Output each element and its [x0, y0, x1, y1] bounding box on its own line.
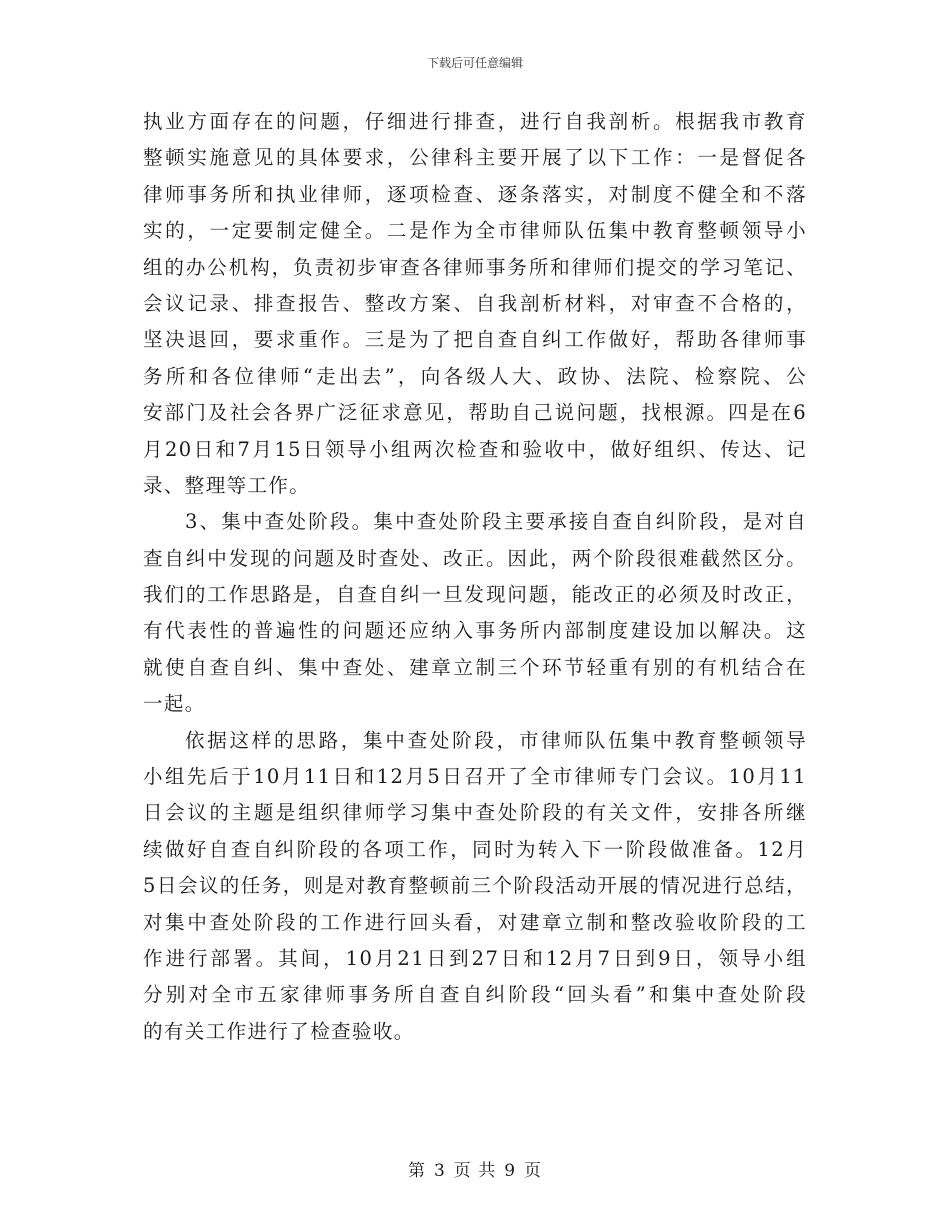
- text-line: 小组先后于10月11日和12月5日召开了全市律师专门会议。10月11: [143, 765, 807, 789]
- text-line: 续做好自查自纠阶段的各项工作，同时为转入下一阶段做准备。12月: [143, 837, 807, 861]
- text-line: 执业方面存在的问题，仔细进行排查，进行自我剖析。根据我市教育: [143, 110, 807, 133]
- text-line: 实的，一定要制定健全。二是作为全市律师队伍集中教育整顿领导小: [143, 219, 807, 243]
- text-line: 分别对全市五家律师事务所自查自纠阶段“回头看”和集中查处阶段: [143, 983, 807, 1007]
- text-line: 查自纠中发现的问题及时查处、改正。因此，两个阶段很难截然区分。: [143, 546, 807, 570]
- text-line: 作进行部署。其间，10月21日到27日和12月7日到9日，领导小组: [143, 946, 807, 970]
- document-body: [143, 104, 807, 1050]
- footer-suffix: 页: [524, 1161, 543, 1181]
- text-line: 的有关工作进行了检查验收。: [143, 1019, 415, 1043]
- text-line: 月20日和7月15日领导小组两次检查和验收中，做好组织、传达、记: [143, 437, 807, 461]
- current-page-number: 3: [433, 1161, 446, 1181]
- text-line: 对集中查处阶段的工作进行回头看，对建章立制和整改验收阶段的工: [143, 910, 807, 934]
- footer-middle: 页 共: [453, 1161, 497, 1181]
- text-line: 组的办公机构，负责初步审查各律师事务所和律师们提交的学习笔记、: [143, 255, 807, 279]
- text-line: 坚决退回，要求重作。三是为了把自查自纠工作做好，帮助各律师事: [143, 328, 807, 352]
- text-line: 录、整理等工作。: [143, 473, 311, 497]
- text-line: 5日会议的任务，则是对教育整顿前三个阶段活动开展的情况进行总结，: [143, 874, 807, 898]
- text-line: 整顿实施意见的具体要求，公律科主要开展了以下工作：一是督促各: [143, 146, 807, 170]
- text-line: 安部门及社会各界广泛征求意见，帮助自己说问题，找根源。四是在6: [143, 401, 807, 425]
- text-line: 日会议的主题是组织律师学习集中查处阶段的有关文件，安排各所继: [143, 801, 807, 825]
- paragraph-first-line: 依据这样的思路，集中查处阶段，市律师队伍集中教育整顿领导: [185, 728, 807, 752]
- total-page-count: 9: [504, 1161, 517, 1181]
- page-footer: [0, 1156, 950, 1181]
- paragraph-first-line: 3、集中查处阶段。集中查处阶段主要承接自查自纠阶段，是对自: [185, 510, 807, 534]
- text-line: 律师事务所和执业律师，逐项检查、逐条落实，对制度不健全和不落: [143, 182, 807, 206]
- footer-prefix: 第: [407, 1161, 426, 1181]
- text-line: 一起。: [143, 692, 206, 716]
- text-line: 有代表性的普遍性的问题还应纳入事务所内部制度建设加以解决。这: [143, 619, 807, 643]
- text-line: 就使自查自纠、集中查处、建章立制三个环节轻重有别的有机结合在: [143, 655, 807, 679]
- page-header: 下载后可任意编辑: [426, 56, 523, 70]
- text-line: 我们的工作思路是，自查自纠一旦发现问题，能改正的必须及时改正，: [143, 583, 807, 607]
- text-line: 务所和各位律师“走出去”，向各级人大、政协、法院、检察院、公: [143, 364, 807, 388]
- text-line: 会议记录、排查报告、整改方案、自我剖析材料，对审查不合格的，: [143, 291, 807, 315]
